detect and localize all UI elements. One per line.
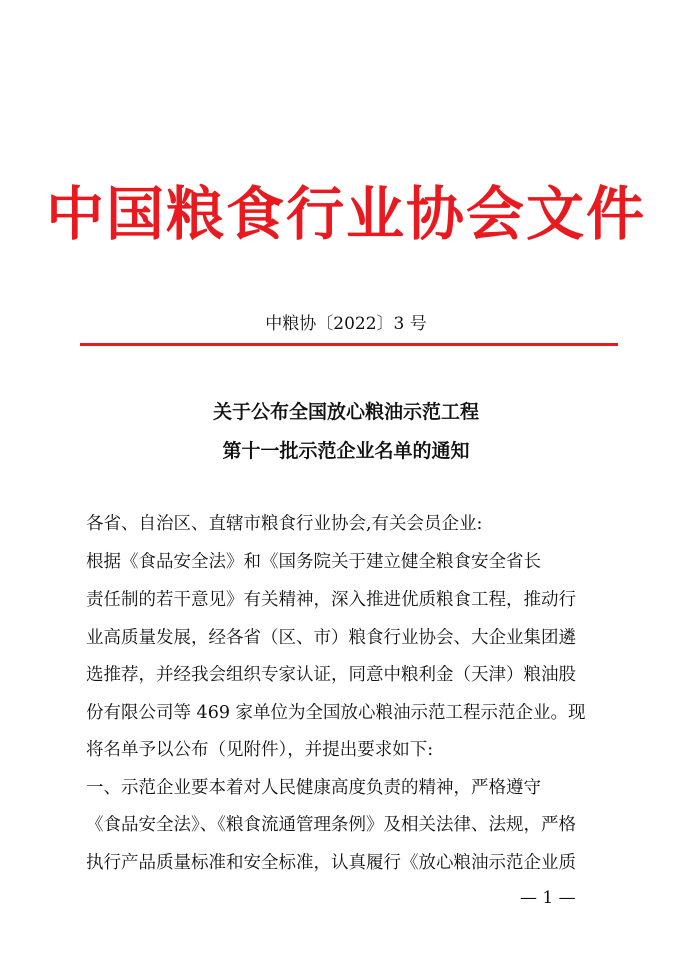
notice-title-line-2: 第十一批示范企业名单的通知 [222,440,470,462]
page-number: — 1 — [520,888,576,908]
red-divider-line [80,343,618,346]
document-number: 中粮协〔2022〕3 号 [265,314,427,334]
body-line: 份有限公司等 469 家单位为全国放心粮油示范工程示范企业。现 [86,703,586,723]
body-line: 一、示范企业要本着对人民健康高度负责的精神，严格遵守 [86,778,541,798]
body-line: 选推荐，并经我会组织专家认证，同意中粮利金（天津）粮油股 [86,665,576,685]
body-line: 根据《食品安全法》和《国务院关于建立健全粮食安全省长 [86,552,541,572]
body-line-salutation: 各省、自治区、直辖市粮食行业协会,有关会员企业: [86,514,483,534]
notice-title-line-1: 关于公布全国放心粮油示范工程 [212,401,479,423]
masthead-title: 中国粮食行业协会文件 [45,180,646,248]
body-line: 业高质量发展，经各省（区、市）粮食行业协会、大企业集团遴 [86,628,576,648]
body-line: 将名单予以公布（见附件），并提出要求如下: [86,740,434,760]
body-line: 责任制的若干意见》有关精神，深入推进优质粮食工程，推动行 [86,590,576,610]
body-line: 《食品安全法》、《粮食流通管理条例》及相关法律、法规，严格 [86,815,576,835]
body-line: 执行产品质量标准和安全标准，认真履行《放心粮油示范企业质 [86,853,576,873]
